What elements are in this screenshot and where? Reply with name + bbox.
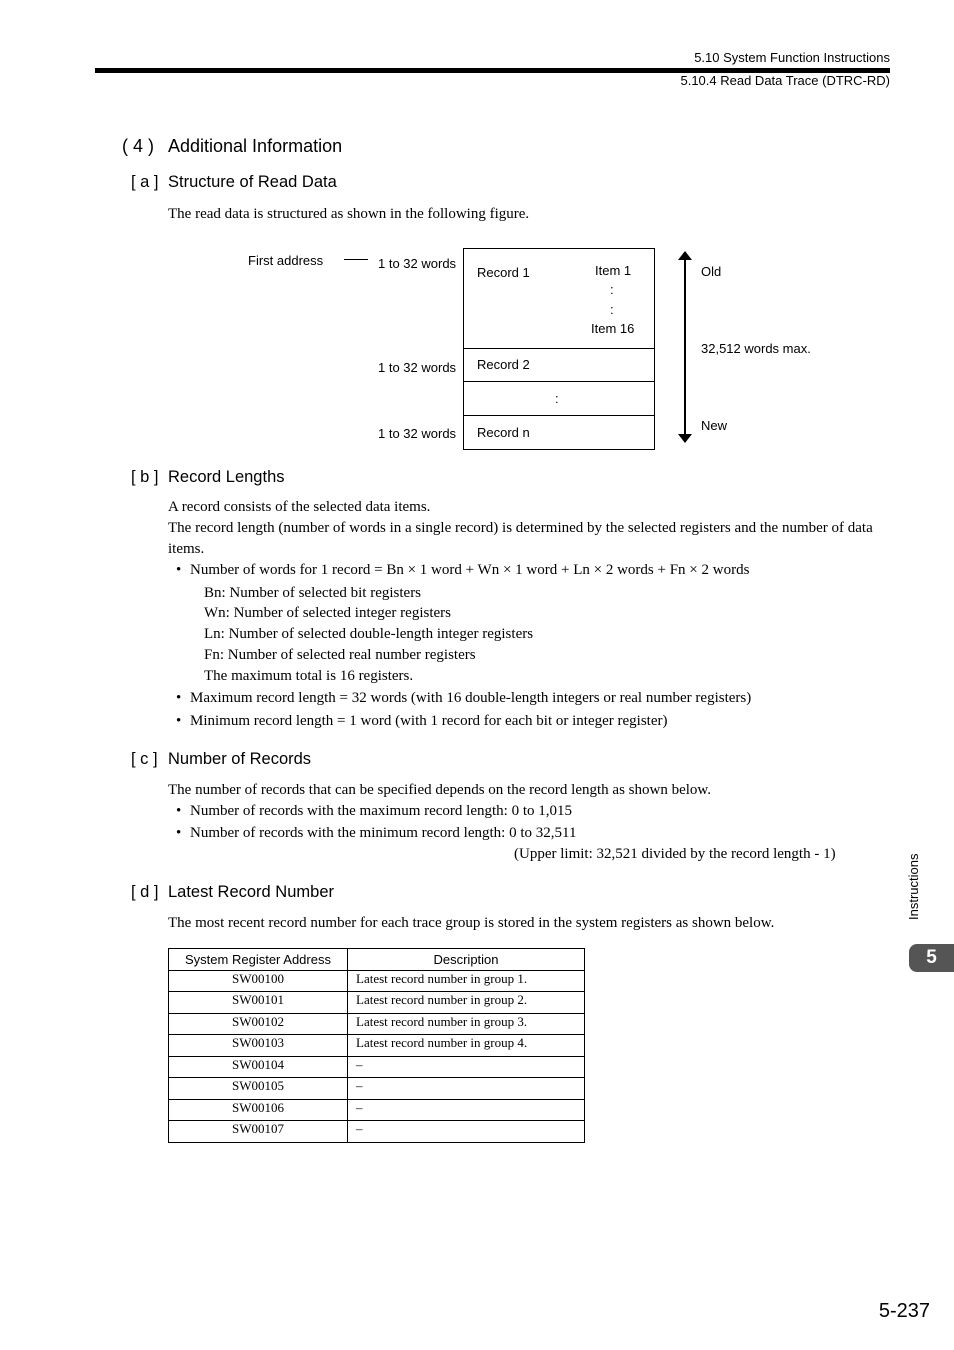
list-item-text: Number of records with the maximum record length: 0 to 1,015: [190, 803, 572, 819]
number-of-records-text: The number of records that can be specified depends on the record length as shown below.: [168, 782, 712, 798]
register-address: SW00107: [169, 1121, 348, 1143]
definition-ln: Ln: Number of selected double-length integer registers: [204, 626, 534, 642]
record-n-label: Record n: [477, 425, 530, 440]
definition-max: The maximum total is 16 registers.: [204, 668, 414, 684]
record-1-label: Record 1: [477, 265, 530, 280]
register-description: –: [348, 1121, 585, 1143]
section-number: ( 4 ): [122, 136, 155, 156]
list-item: [176, 825, 576, 842]
record-lengths-text-2: The record length (number of words in a single record) is determined by the selected registers and the number of data items.: [168, 520, 873, 557]
list-item-text: Number of words for 1 record = Bn × 1 word + Wn × 1 word + Ln × 2 words + Fn × 2 words: [190, 562, 750, 578]
item-ellipsis: :: [610, 302, 614, 317]
subsection-c-number: [ c ]: [131, 750, 158, 768]
list-item: [176, 803, 572, 820]
first-address-label: First address: [248, 253, 324, 268]
definition-bn: Bn: Number of selected bit registers: [204, 585, 422, 601]
definition-wn: Wn: Number of selected integer registers: [204, 605, 451, 621]
table-row: [169, 1056, 585, 1078]
chapter-side-label: Instructions: [906, 853, 921, 920]
register-address: SW00103: [169, 1035, 348, 1057]
table-row: [169, 1078, 585, 1100]
first-address-pointer: [344, 259, 368, 260]
words-label-record-1: 1 to 32 words: [378, 256, 457, 271]
register-address: SW00102: [169, 1013, 348, 1035]
bullet: •: [176, 825, 182, 841]
bullet: •: [176, 713, 182, 729]
list-item-text: Minimum record length = 1 word (with 1 record for each bit or integer register): [190, 713, 668, 729]
register-description: Latest record number in group 4.: [348, 1035, 585, 1057]
list-item-text: Number of records with the minimum record length: 0 to 32,511: [190, 825, 577, 841]
record-2-label: Record 2: [477, 357, 530, 372]
records-divider: [464, 348, 654, 349]
register-address: SW00104: [169, 1056, 348, 1078]
register-address: SW00105: [169, 1078, 348, 1100]
register-description: Latest record number in group 2.: [348, 992, 585, 1014]
subsection-a-title: Structure of Read Data: [168, 173, 337, 191]
item-1-label: Item 1: [595, 263, 632, 278]
list-item: [176, 713, 667, 730]
column-header-description: Description: [348, 949, 585, 971]
old-new-arrow-icon: [674, 250, 696, 444]
subsection-a-text: The read data is structured as shown in the following figure.: [168, 206, 530, 222]
register-address: SW00101: [169, 992, 348, 1014]
register-description: –: [348, 1078, 585, 1100]
record-lengths-text-1: A record consists of the selected data items.: [168, 499, 431, 515]
section-title: Additional Information: [168, 136, 343, 156]
system-register-table: [168, 948, 585, 1143]
header-section: 5.10 System Function Instructions: [694, 50, 890, 65]
bullet: •: [176, 803, 182, 819]
page-number: 5-237: [878, 1300, 930, 1322]
table-row: [169, 1099, 585, 1121]
record-lengths-paragraph: [168, 497, 888, 560]
subsection-d-heading: [131, 883, 334, 902]
subsection-c-heading: [131, 750, 311, 769]
register-description: Latest record number in group 3.: [348, 1013, 585, 1035]
latest-record-text: The most recent record number for each trace group is stored in the system registers as shown below.: [168, 915, 775, 931]
item-16-label: Item 16: [591, 321, 635, 336]
subsection-b-heading: [131, 468, 285, 487]
bullet: •: [176, 690, 182, 706]
list-item: [176, 690, 751, 707]
table-row: [169, 1013, 585, 1035]
chapter-tab: 5: [909, 944, 954, 972]
register-description: Latest record number in group 1.: [348, 970, 585, 992]
max-words-label: 32,512 words max.: [701, 341, 811, 356]
table-header-row: [169, 949, 585, 971]
section-heading: [122, 136, 342, 157]
words-label-record-n: 1 to 32 words: [378, 426, 457, 441]
new-label: New: [701, 418, 728, 433]
register-address: SW00106: [169, 1099, 348, 1121]
records-divider: [464, 381, 654, 382]
bullet: •: [176, 562, 182, 578]
old-label: Old: [701, 264, 722, 279]
definition-fn: Fn: Number of selected real number registers: [204, 647, 476, 663]
subsection-b-number: [ b ]: [131, 468, 159, 486]
subsection-a-heading: [131, 173, 337, 192]
list-item: [176, 562, 749, 579]
subsection-d-title: Latest Record Number: [168, 883, 334, 901]
item-ellipsis: :: [610, 282, 614, 297]
table-row: [169, 1121, 585, 1143]
subsection-a-number: [ a ]: [131, 173, 159, 191]
records-ellipsis: :: [555, 391, 559, 406]
records-divider: [464, 415, 654, 416]
column-header-address: System Register Address: [169, 949, 348, 971]
words-label-record-2: 1 to 32 words: [378, 360, 457, 375]
upper-limit-note: (Upper limit: 32,521 divided by the record length - 1): [514, 846, 836, 862]
register-address: SW00100: [169, 970, 348, 992]
list-item-text: Maximum record length = 32 words (with 16 double-length integers or real number registers): [190, 690, 752, 706]
header-subsection: 5.10.4 Read Data Trace (DTRC-RD): [680, 73, 890, 88]
table-row: [169, 970, 585, 992]
table-row: [169, 1035, 585, 1057]
register-description: –: [348, 1099, 585, 1121]
table-row: [169, 992, 585, 1014]
subsection-b-title: Record Lengths: [168, 468, 285, 486]
subsection-d-number: [ d ]: [131, 883, 159, 901]
register-description: –: [348, 1056, 585, 1078]
subsection-c-title: Number of Records: [168, 750, 312, 768]
